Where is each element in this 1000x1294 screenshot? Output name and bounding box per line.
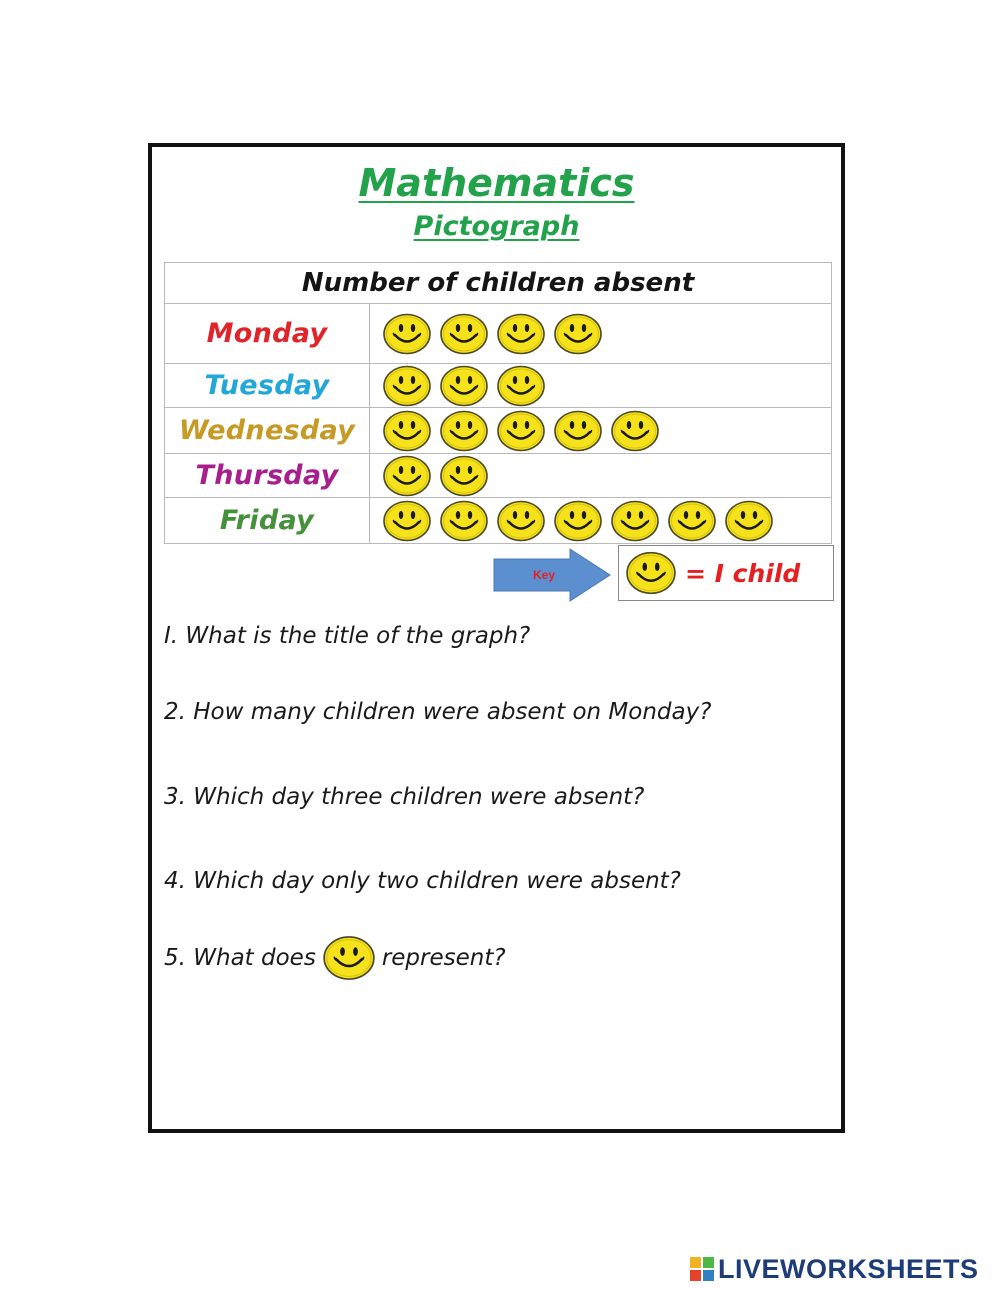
day-label: Thursday (165, 454, 370, 498)
day-label: Tuesday (165, 364, 370, 408)
pictograph-rows (165, 304, 832, 544)
smiley-face-icon (496, 500, 546, 542)
pictograph-row (165, 364, 832, 408)
symbol-group (376, 410, 831, 452)
smiley-face-icon (439, 410, 489, 452)
smiley-face-icon (382, 365, 432, 407)
smiley-face-icon (439, 455, 489, 497)
pictograph-row (165, 304, 832, 364)
smiley-face-icon (496, 410, 546, 452)
smiley-face-icon (496, 365, 546, 407)
symbol-cell (370, 454, 832, 498)
smiley-face-icon (382, 500, 432, 542)
question-4: 4. Which day only two children were absent? (164, 868, 681, 894)
symbol-cell (370, 364, 832, 408)
smiley-face-icon (553, 313, 603, 355)
smiley-face-icon (439, 500, 489, 542)
key-text: = I child (685, 558, 801, 588)
liveworksheets-logo-icon (690, 1257, 714, 1281)
smiley-face-icon (322, 935, 376, 981)
day-label: Friday (165, 498, 370, 544)
worksheet-subtitle: Pictograph (413, 211, 580, 242)
smiley-face-icon (610, 500, 660, 542)
key-box (618, 545, 834, 601)
question-5 (164, 935, 506, 981)
question-3: 3. Which day three children were absent? (164, 784, 645, 810)
question-1: I. What is the title of the graph? (164, 623, 531, 649)
symbol-group (376, 313, 831, 355)
smiley-face-icon (439, 365, 489, 407)
symbol-group (376, 500, 831, 542)
pictograph-heading: Number of children absent (165, 263, 832, 304)
smiley-face-icon (667, 500, 717, 542)
pictograph-table (164, 262, 832, 544)
symbol-group (376, 455, 831, 497)
symbol-cell (370, 498, 832, 544)
smiley-face-icon (496, 313, 546, 355)
pictograph-row (165, 498, 832, 544)
brand-name: LIVEWORKSHEETS (718, 1253, 979, 1284)
question-5-end: represent? (381, 945, 506, 971)
key-label: Key (532, 568, 556, 582)
pictograph-row (165, 408, 832, 454)
pictograph-row (165, 454, 832, 498)
day-label: Monday (165, 304, 370, 364)
smiley-face-icon (625, 550, 677, 596)
smiley-face-icon (553, 410, 603, 452)
worksheet-title: Mathematics (358, 161, 635, 205)
question-2: 2. How many children were absent on Monday? (164, 699, 712, 725)
smiley-face-icon (382, 455, 432, 497)
symbol-cell (370, 304, 832, 364)
smiley-face-icon (553, 500, 603, 542)
symbol-group (376, 365, 831, 407)
smiley-face-icon (382, 313, 432, 355)
liveworksheets-brand (690, 1253, 979, 1285)
smiley-face-icon (439, 313, 489, 355)
question-5-start: 5. What does (164, 945, 316, 971)
day-label: Wednesday (165, 408, 370, 454)
smiley-face-icon (610, 410, 660, 452)
smiley-face-icon (724, 500, 774, 542)
symbol-cell (370, 408, 832, 454)
key-legend (492, 545, 837, 607)
right-arrow-icon (492, 547, 612, 603)
worksheet-frame (148, 143, 845, 1133)
smiley-face-icon (382, 410, 432, 452)
